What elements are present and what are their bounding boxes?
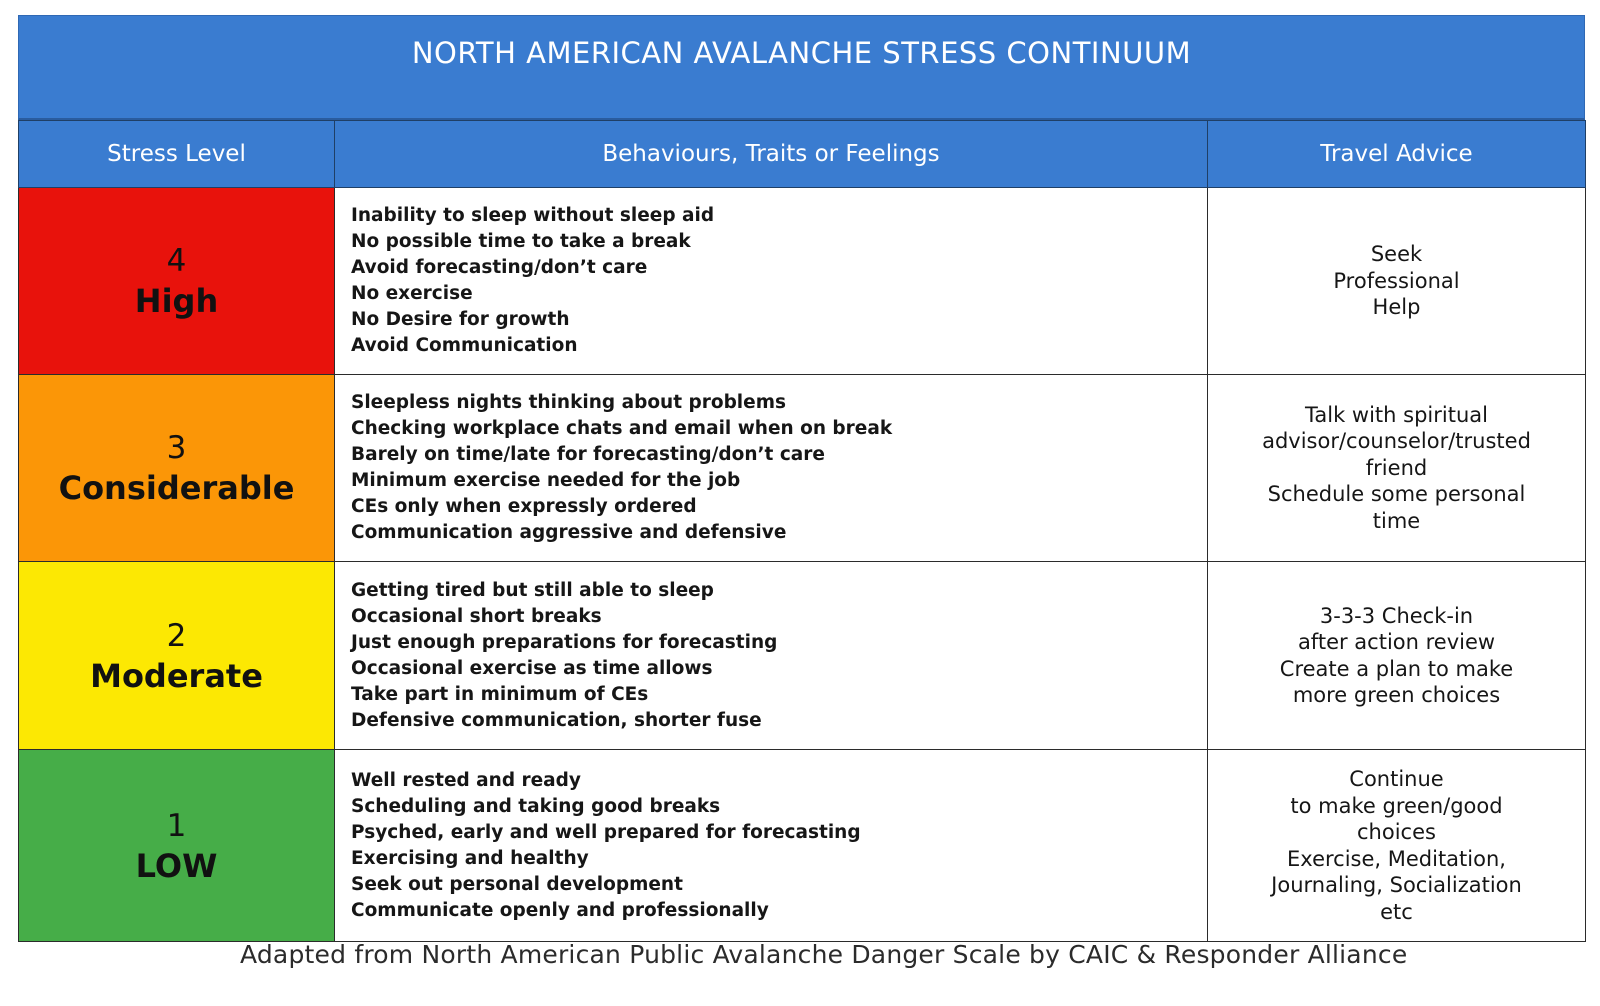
attribution-footer: Adapted from North American Public Avalanche Danger Scale by CAIC & Responder Alliance	[240, 940, 1408, 969]
advice-line: Exercise, Meditation,	[1287, 846, 1506, 871]
behaviour-item: Scheduling and taking good breaks	[351, 795, 721, 817]
behaviours-cell	[335, 188, 1208, 375]
behaviour-item: Getting tired but still able to sleep	[351, 579, 714, 601]
behaviour-item: Barely on time/late for forecasting/don’t care	[351, 444, 825, 465]
behaviour-item: Communicate openly and professionally	[351, 899, 769, 921]
behaviours-cell	[335, 562, 1208, 750]
behaviour-item: Exercising and healthy	[351, 847, 589, 869]
table-row	[19, 562, 1586, 750]
advice-line: to make green/good	[1290, 793, 1503, 818]
behaviour-item: Avoid Communication	[351, 335, 578, 356]
table-header-row	[19, 121, 1586, 188]
stress-level-number: 3	[166, 430, 187, 466]
chart-title: NORTH AMERICAN AVALANCHE STRESS CONTINUUM	[18, 15, 1585, 120]
column-header-behaviours: Behaviours, Traits or Feelings	[335, 121, 1208, 188]
behaviour-item: Avoid forecasting/don’t care	[351, 257, 648, 278]
advice-line: more green choices	[1292, 683, 1501, 707]
behaviour-item: No exercise	[351, 283, 473, 304]
advice-line: Continue	[1349, 767, 1444, 791]
advice-line: Schedule some personal	[1267, 482, 1526, 507]
behaviour-item: Inability to sleep without sleep aid	[351, 205, 715, 226]
column-header-travel-advice: Travel Advice	[1208, 121, 1586, 188]
table-row	[19, 375, 1586, 562]
advice-line: friend	[1365, 455, 1428, 480]
behaviour-item: Checking workplace chats and email when on break	[351, 418, 893, 439]
behaviour-item: Occasional exercise as time allows	[351, 657, 713, 679]
stress-level-cell	[19, 375, 335, 562]
stress-level-name: LOW	[135, 846, 218, 885]
stress-level-name: Moderate	[90, 656, 263, 695]
behaviour-item: Minimum exercise needed for the job	[351, 470, 741, 491]
travel-advice-cell	[1208, 562, 1586, 750]
stress-table	[18, 120, 1586, 942]
stress-level-number: 2	[166, 617, 187, 654]
advice-line: Talk with spiritual	[1305, 402, 1488, 427]
behaviour-item: Psyched, early and well prepared for forecasting	[351, 821, 861, 843]
behaviours-cell	[335, 750, 1208, 942]
advice-line: Professional	[1333, 268, 1460, 293]
stress-level-number: 1	[166, 807, 187, 844]
advice-line: etc	[1380, 899, 1413, 924]
travel-advice-cell	[1208, 750, 1586, 942]
behaviours-cell	[335, 375, 1208, 562]
behaviour-item: No Desire for growth	[351, 309, 570, 330]
advice-line: Create a plan to make	[1279, 656, 1514, 681]
stress-continuum-chart	[18, 15, 1585, 942]
advice-line: Journaling, Socialization	[1271, 873, 1522, 897]
behaviour-item: Occasional short breaks	[351, 605, 602, 627]
advice-line: Seek	[1370, 242, 1423, 267]
travel-advice-cell	[1208, 375, 1586, 562]
behaviour-item: Communication aggressive and defensive	[351, 522, 787, 543]
stress-level-number: 4	[166, 243, 187, 279]
behaviour-item: Seek out personal development	[351, 873, 683, 895]
advice-line: Help	[1372, 295, 1421, 320]
stress-level-cell	[19, 750, 335, 942]
table-row	[19, 750, 1586, 942]
behaviour-item: Just enough preparations for forecasting	[351, 631, 778, 653]
behaviour-item: No possible time to take a break	[351, 231, 691, 252]
behaviour-item: Sleepless nights thinking about problems	[351, 392, 786, 413]
column-header-stress-level: Stress Level	[19, 121, 335, 188]
stress-level-cell	[19, 562, 335, 750]
advice-line: choices	[1357, 820, 1436, 844]
advice-line: 3-3-3 Check-in	[1319, 603, 1474, 628]
behaviour-item: CEs only when expressly ordered	[351, 496, 697, 517]
travel-advice-cell	[1208, 188, 1586, 375]
table-row	[19, 188, 1586, 375]
behaviour-item: Take part in minimum of CEs	[351, 683, 649, 705]
behaviour-item: Well rested and ready	[351, 769, 581, 791]
stress-level-cell	[19, 188, 335, 375]
stress-level-name: Considerable	[58, 469, 295, 507]
advice-line: time	[1372, 508, 1421, 533]
behaviour-item: Defensive communication, shorter fuse	[351, 709, 762, 731]
advice-line: advisor/counselor/trusted	[1262, 429, 1531, 454]
stress-level-name: High	[134, 282, 219, 320]
advice-line: after action review	[1297, 630, 1496, 654]
